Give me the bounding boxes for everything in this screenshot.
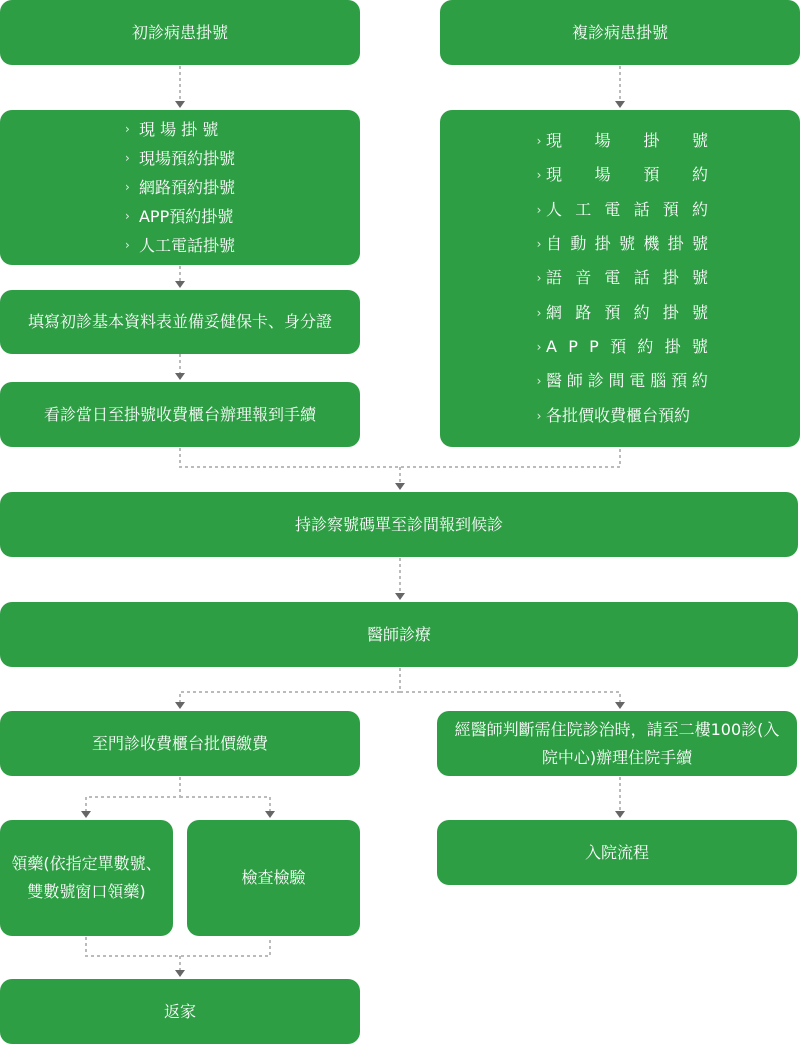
first-visit-title: 初診病患掛號 — [131, 22, 228, 42]
connector-line — [86, 777, 180, 811]
list-item: › 現場預約掛號 — [125, 144, 235, 173]
chevron-right-icon: › — [536, 374, 542, 389]
list-item: › 自 動 掛 號 機 掛 號 — [532, 227, 708, 261]
medicine-step-box — [0, 820, 173, 936]
chevron-right-icon: › — [536, 237, 542, 252]
chevron-right-icon: › — [124, 151, 130, 165]
arrow-down-icon — [395, 593, 405, 600]
chevron-right-icon: › — [124, 209, 130, 223]
first-visit-methods-list — [125, 115, 235, 260]
arrow-down-icon — [265, 811, 275, 818]
medicine-step-text: 領藥(依指定單數號、雙數號窗口領藥) — [11, 854, 162, 901]
arrow-down-icon — [615, 811, 625, 818]
arrow-down-icon — [175, 281, 185, 288]
exam-step-box — [187, 820, 360, 936]
arrow-down-icon — [615, 101, 625, 108]
return-visit-title-box — [440, 0, 800, 65]
connector-line — [180, 668, 400, 702]
chevron-right-icon: › — [536, 271, 542, 286]
fill-form-step-text: 填寫初診基本資料表並備妥健保卡、身分證 — [27, 312, 332, 331]
list-item: › 網 路 預 約 掛 號 — [532, 296, 708, 330]
chevron-right-icon: › — [124, 180, 130, 194]
fill-form-step-box — [0, 290, 360, 354]
chevron-right-icon: › — [536, 305, 542, 320]
admission-flow-box — [437, 820, 797, 885]
go-home-step-text: 返家 — [163, 1001, 196, 1021]
list-item: › 現 場 掛 號 — [125, 115, 235, 144]
list-item: › 人 工 電 話 預 約 — [532, 193, 708, 227]
list-item: › 現 場 掛 號 — [532, 124, 708, 158]
inpatient-notice-text: 經醫師判斷需住院診治時，請至二樓100診(入院中心)辦理住院手續 — [454, 719, 780, 767]
counter-step-text: 看診當日至掛號收費櫃台辦理報到手續 — [43, 404, 316, 424]
doctor-step-box — [0, 602, 798, 667]
counter-step-box — [0, 382, 360, 447]
return-visit-methods-list — [532, 124, 708, 433]
list-item: › 網路預約掛號 — [125, 173, 235, 202]
wait-step-box — [0, 492, 798, 557]
chevron-right-icon: › — [536, 202, 542, 217]
chevron-right-icon: › — [124, 122, 130, 136]
chevron-right-icon: › — [536, 168, 542, 183]
first-visit-methods-box — [0, 110, 360, 265]
first-visit-title-box — [0, 0, 360, 65]
chevron-right-icon: › — [124, 238, 130, 252]
payment-step-text: 至門診收費櫃台批價繳費 — [91, 733, 268, 753]
connector-line — [180, 448, 620, 467]
return-visit-methods-box — [440, 110, 800, 447]
go-home-step-box — [0, 979, 360, 1044]
exam-step-text: 檢查檢驗 — [241, 868, 306, 887]
chevron-right-icon: › — [536, 134, 542, 149]
admission-flow-text: 入院流程 — [584, 842, 649, 862]
inpatient-notice-box — [437, 711, 797, 776]
arrow-down-icon — [175, 702, 185, 709]
arrow-down-icon — [175, 373, 185, 380]
list-item: › 各批價收費櫃台預約 — [532, 399, 708, 433]
arrow-down-icon — [395, 483, 405, 490]
list-item: › 人工電話掛號 — [125, 231, 235, 260]
wait-step-text: 持診察號碼單至診間報到候診 — [294, 514, 503, 534]
list-item: › 語 音 電 話 掛 號 — [532, 261, 708, 295]
connector-line — [400, 692, 620, 702]
arrow-down-icon — [615, 702, 625, 709]
doctor-step-text: 醫師診療 — [366, 624, 431, 644]
arrow-down-icon — [175, 970, 185, 977]
arrow-down-icon — [175, 101, 185, 108]
chevron-right-icon: › — [536, 408, 542, 423]
arrow-down-icon — [81, 811, 91, 818]
list-item: › 現 場 預 約 — [532, 158, 708, 192]
chevron-right-icon: › — [536, 339, 542, 354]
list-item: › APP預約掛號 — [125, 202, 235, 231]
list-item: › 醫 師 診 間 電 腦 預 約 — [532, 364, 708, 398]
return-visit-title: 複診病患掛號 — [571, 22, 668, 42]
list-item: › A P P 預 約 掛 號 — [532, 330, 708, 364]
payment-step-box — [0, 711, 360, 776]
connector-line — [86, 937, 270, 956]
connector-line — [180, 797, 270, 811]
